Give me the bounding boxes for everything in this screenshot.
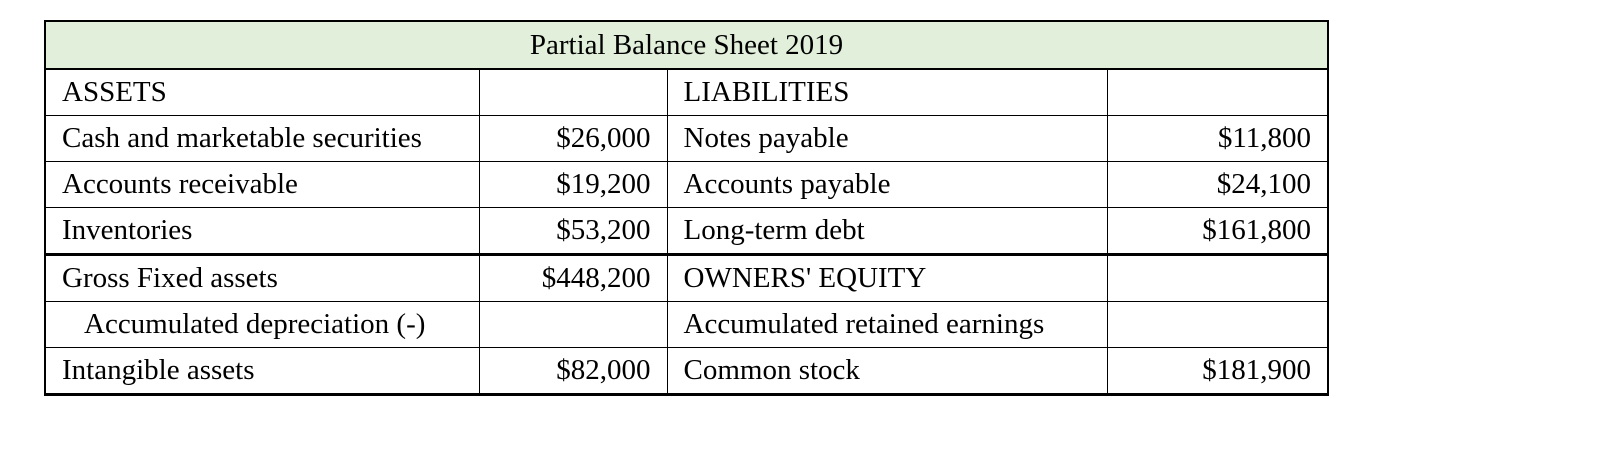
owners-equity-heading: OWNERS' EQUITY bbox=[667, 255, 1107, 302]
assets-heading: ASSETS bbox=[45, 69, 479, 116]
liability-value-cell bbox=[1107, 69, 1328, 116]
equity-value-cell: $181,900 bbox=[1107, 348, 1328, 395]
table-row bbox=[45, 255, 1328, 302]
asset-value-cell bbox=[479, 302, 667, 348]
table-title: Partial Balance Sheet 2019 bbox=[45, 21, 1328, 69]
table-row bbox=[45, 69, 1328, 116]
liability-value-cell: $24,100 bbox=[1107, 162, 1328, 208]
asset-value-cell: $448,200 bbox=[479, 255, 667, 302]
asset-value-cell: $82,000 bbox=[479, 348, 667, 395]
table-row bbox=[45, 302, 1328, 348]
asset-label-cell: Accounts receivable bbox=[45, 162, 479, 208]
equity-value-cell bbox=[1107, 255, 1328, 302]
equity-label-cell: Common stock bbox=[667, 348, 1107, 395]
liability-value-cell: $11,800 bbox=[1107, 116, 1328, 162]
asset-label-cell: Intangible assets bbox=[45, 348, 479, 395]
asset-value-cell bbox=[479, 69, 667, 116]
equity-label-cell: Accumulated retained earnings bbox=[667, 302, 1107, 348]
liability-label-cell: Notes payable bbox=[667, 116, 1107, 162]
balance-sheet-table bbox=[44, 20, 1329, 396]
liability-label-cell: Accounts payable bbox=[667, 162, 1107, 208]
table-row bbox=[45, 348, 1328, 395]
asset-value-cell: $26,000 bbox=[479, 116, 667, 162]
asset-value-cell: $53,200 bbox=[479, 208, 667, 255]
table-row bbox=[45, 116, 1328, 162]
asset-label-cell: Cash and marketable securities bbox=[45, 116, 479, 162]
asset-value-cell: $19,200 bbox=[479, 162, 667, 208]
table-row bbox=[45, 162, 1328, 208]
asset-label-cell: Gross Fixed assets bbox=[45, 255, 479, 302]
liability-label-cell: Long-term debt bbox=[667, 208, 1107, 255]
asset-label-cell: Accumulated depreciation (-) bbox=[45, 302, 479, 348]
table-row bbox=[45, 208, 1328, 255]
equity-value-cell bbox=[1107, 302, 1328, 348]
liabilities-heading: LIABILITIES bbox=[667, 69, 1107, 116]
table-title-row bbox=[45, 21, 1328, 69]
asset-label-cell: Inventories bbox=[45, 208, 479, 255]
liability-value-cell: $161,800 bbox=[1107, 208, 1328, 255]
